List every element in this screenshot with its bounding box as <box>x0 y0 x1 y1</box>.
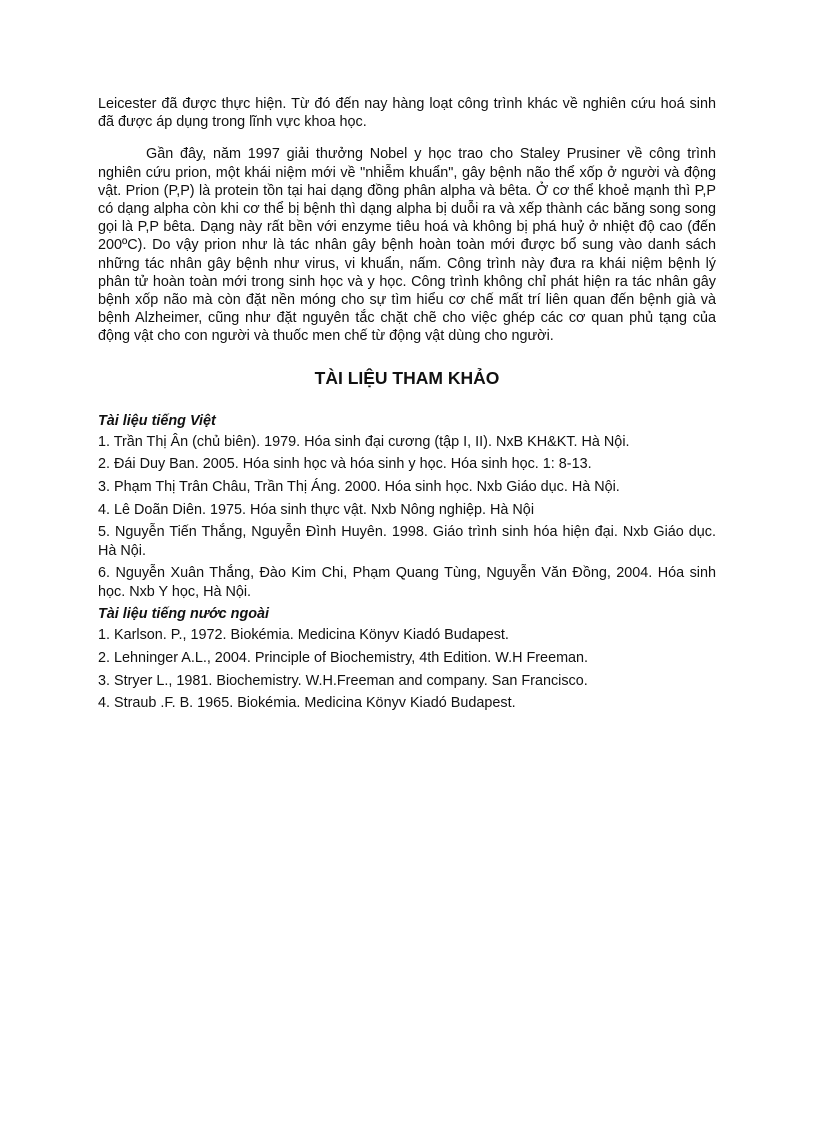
body-paragraph-1: Leicester đã được thực hiện. Từ đó đến nay hàng loạt công trình khác về nghiên cứu hoá sinh đã được áp dụng trong lĩnh vực khoa học. <box>98 96 716 131</box>
body-paragraph-2: Gần đây, năm 1997 giải thưởng Nobel y học trao cho Staley Prusiner về công trình nghiên cứu prion, một khái niệm mới về "nhiễm khuẩn", gây bệnh não thể xốp ở người và động vật. Prion (P,P) là protein tồn tại hai dạng đồng phân alpha và bêta. Ở cơ thể khoẻ mạnh thì P,P có dạng alpha còn khi cơ thể bị bệnh thì dạng alpha bị duỗi ra và xếp thành các băng song song gọi là P,P bêta. Dạng này rất bền với enzyme tiêu hoá và không bị phá huỷ ở nhiệt độ cao (đến 200ºC). Do vậy prion như là tác nhân gây bệnh hoàn toàn mới được bổ sung vào danh sách những tác nhân gây bệnh như virus, vi khuẩn, nấm. Công trình này đưa ra khái niệm bệnh lý phân tử hoàn toàn mới trong sinh học và y học. Công trình không chỉ phát hiện ra tác nhân gây bệnh xốp não mà còn đặt nền móng cho sự tìm hiểu cơ chế mất trí liên quan đến bệnh già và bệnh Alzheimer, cũng như đặt nguyên tắc chặt chẽ cho việc ghép các cơ quan phủ tạng của động vật cho con người và thuốc men chế từ động vật dùng cho người. <box>98 146 716 345</box>
reference-item: 4. Lê Doãn Diên. 1975. Hóa sinh thực vật. Nxb Nông nghiệp. Hà Nội <box>98 501 535 518</box>
reference-item: 1. Karlson. P., 1972. Biokémia. Medicina Könyv Kiadó Budapest. <box>98 627 509 644</box>
reference-item: 3. Phạm Thị Trân Châu, Trần Thị Áng. 2000. Hóa sinh học. Nxb Giáo dục. Hà Nội. <box>98 479 620 496</box>
reference-item: 3. Stryer L., 1981. Biochemistry. W.H.Freeman and company. San Francisco. <box>98 672 588 689</box>
document-page <box>98 95 716 717</box>
foreign-references-list <box>98 626 716 712</box>
vietnamese-references-heading: Tài liệu tiếng Việt <box>98 412 216 429</box>
reference-item: 5. Nguyễn Tiến Thắng, Nguyễn Đình Huyên. 1998. Giáo trình sinh hóa hiện đại. Nxb Giáo dục. Hà Nội. <box>98 524 716 559</box>
foreign-references-heading: Tài liệu tiếng nước ngoài <box>98 606 270 623</box>
reference-item: 6. Nguyễn Xuân Thắng, Đào Kim Chi, Phạm Quang Tùng, Nguyễn Văn Đồng, 2004. Hóa sinh học. Nxb Y học, Hà Nội. <box>98 565 716 600</box>
reference-item: 2. Đái Duy Ban. 2005. Hóa sinh học và hóa sinh y học. Hóa sinh học. 1: 8-13. <box>98 456 592 473</box>
reference-item: 4. Straub .F. B. 1965. Biokémia. Medicina Könyv Kiadó Budapest. <box>98 695 516 712</box>
reference-item: 1. Trần Thị Ân (chủ biên). 1979. Hóa sinh đại cương (tập I, II). NxB KH&KT. Hà Nội. <box>98 433 630 450</box>
vietnamese-references-list <box>98 433 716 601</box>
reference-item: 2. Lehninger A.L., 2004. Principle of Biochemistry, 4th Edition. W.H Freeman. <box>98 649 589 666</box>
references-title: TÀI LIỆU THAM KHẢO <box>314 367 500 388</box>
